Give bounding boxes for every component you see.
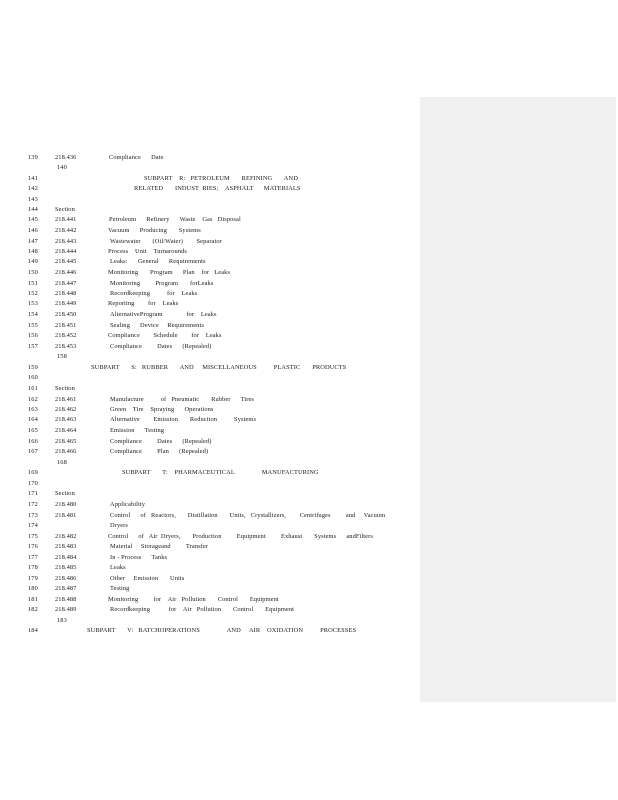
section-number: 218.462	[55, 406, 77, 413]
section-title: In - Process Tanks	[110, 554, 168, 561]
section-number: 218.452	[55, 332, 77, 339]
line-number: 142	[28, 185, 38, 192]
section-number: 218.482	[55, 533, 77, 540]
section-title: Monitoring Program Plan for Leaks	[108, 269, 231, 276]
page-line-number: 183	[57, 617, 67, 624]
section-number: 218.451	[55, 322, 77, 329]
section-title: Control of Air Dryers, Production Equipment Exhaust Systems andFilters	[108, 533, 373, 540]
line-number: 160	[28, 374, 38, 381]
line-number: 156	[28, 332, 38, 339]
section-number: 218.447	[55, 280, 77, 287]
line-number: 139	[28, 154, 38, 161]
line-number: 179	[28, 575, 38, 582]
section-number: 218.448	[55, 290, 77, 297]
line-number: 144	[28, 206, 38, 213]
section-number: 218.464	[55, 427, 77, 434]
line-number: 162	[28, 396, 38, 403]
line-number: 163	[28, 406, 38, 413]
section-title: Sealing Device Requirements	[110, 322, 204, 329]
line-number: 148	[28, 248, 38, 255]
line-number: 175	[28, 533, 38, 540]
section-title: Manufacture of Pneumatic Rubber Tires	[110, 396, 254, 403]
line-number: 165	[28, 427, 38, 434]
section-title: Recordkeeping for Leaks	[110, 290, 198, 297]
line-number: 145	[28, 216, 38, 223]
line-number: 151	[28, 280, 38, 287]
section-number: 218.488	[55, 596, 77, 603]
section-title: RELATED INDUST RIES; ASPHALT MATERIALS	[134, 185, 301, 192]
line-number: 176	[28, 543, 38, 550]
section-title: Compliance Plan (Repealed)	[110, 448, 209, 455]
section-title: Wastewater (Oil/Water) Separator	[110, 238, 222, 245]
section-title: Process Unit Turnarounds	[108, 248, 187, 255]
section-title: Alternative Emission Reduction Systems	[110, 416, 257, 423]
line-number: 181	[28, 596, 38, 603]
line-number: 161	[28, 385, 38, 392]
section-title: Dryers	[110, 522, 128, 529]
subpart-heading: SUBPART R: PETROLEUM REFINING AND	[144, 175, 298, 182]
line-number: 147	[28, 238, 38, 245]
section-number: 218.446	[55, 269, 77, 276]
section-title: Vacuum Producing Systems	[108, 227, 201, 234]
section-number: 218.487	[55, 585, 77, 592]
section-title: Other Emission Units	[110, 575, 185, 582]
line-number: 164	[28, 416, 38, 423]
section-number: 218.463	[55, 416, 77, 423]
section-number: 218.485	[55, 564, 77, 571]
line-number: 170	[28, 480, 38, 487]
line-number: 166	[28, 438, 38, 445]
line-number: 143	[28, 196, 38, 203]
section-number: 218.484	[55, 554, 77, 561]
section-number: 218.442	[55, 227, 77, 234]
line-number: 154	[28, 311, 38, 318]
section-number: 218.465	[55, 438, 77, 445]
section-title: Monitoring for Air Pollution Control Equipment	[108, 596, 279, 603]
section-title: Recordkeeping for Air Pollution Control Equipment	[110, 606, 295, 613]
section-number: Section	[55, 385, 75, 392]
section-title: Leaks: General Requirements	[110, 258, 206, 265]
section-title: AlternativeProgram for Leaks	[110, 311, 217, 318]
section-title: Compliance Schedule for Leaks	[108, 332, 222, 339]
comment-pane	[420, 97, 616, 702]
page-line-number: 140	[57, 164, 67, 171]
section-number: 218.461	[55, 396, 77, 403]
page-line-number: 158	[57, 353, 67, 360]
section-number: Section	[55, 490, 75, 497]
page-line-number: 168	[57, 459, 67, 466]
section-number: 218.483	[55, 543, 77, 550]
line-number: 146	[28, 227, 38, 234]
section-title: Compliance Date	[109, 154, 164, 161]
section-title: Compliance Dates (Repealed)	[110, 438, 212, 445]
section-title: Applicability	[110, 501, 146, 508]
section-number: Section	[55, 206, 75, 213]
line-number: 172	[28, 501, 38, 508]
section-number: 218.480	[55, 501, 77, 508]
section-title: Emission Testing	[110, 427, 165, 434]
line-number: 157	[28, 343, 38, 350]
line-number: 153	[28, 300, 38, 307]
line-number: 152	[28, 290, 38, 297]
section-number: 218.436	[55, 154, 77, 161]
section-title: Control of Reactors, Distillation Units, Crystallizers, Centrifuges and Vacuum	[110, 512, 386, 519]
section-number: 218.486	[55, 575, 77, 582]
line-number: 173	[28, 512, 38, 519]
section-title: Leaks	[110, 564, 126, 571]
line-number: 182	[28, 606, 38, 613]
line-number: 178	[28, 564, 38, 571]
line-number: 155	[28, 322, 38, 329]
section-number: 218.443	[55, 238, 77, 245]
line-number: 180	[28, 585, 38, 592]
section-number: 218.466	[55, 448, 77, 455]
line-number: 171	[28, 490, 38, 497]
section-number: 218.445	[55, 258, 77, 265]
line-number: 141	[28, 175, 38, 182]
line-number: 159	[28, 364, 38, 371]
line-number: 167	[28, 448, 38, 455]
section-number: 218.449	[55, 300, 77, 307]
subpart-heading: SUBPART S: RUBBER AND MISCELLANEOUS PLASTIC PRODUCTS	[91, 364, 347, 371]
section-title: Material Storageand Transfer	[110, 543, 209, 550]
section-number: 218.481	[55, 512, 77, 519]
line-number: 150	[28, 269, 38, 276]
section-number: 218.441	[55, 216, 77, 223]
line-number: 177	[28, 554, 38, 561]
section-title: Petroleum Refinery Waste Gas Disposal	[109, 216, 241, 223]
line-number: 184	[28, 627, 38, 634]
line-number: 149	[28, 258, 38, 265]
subpart-heading: SUBPART V: BATCHOPERATIONS AND AIR OXIDATION PROCESSES	[87, 627, 357, 634]
line-number: 174	[28, 522, 38, 529]
section-title: Green Tire Spraying Operations	[110, 406, 214, 413]
section-title: Reporting for Leaks	[108, 300, 179, 307]
section-title: Monitoring Program forLeaks	[110, 280, 214, 287]
subpart-heading: SUBPART T: PHARMACEUTICAL MANUFACTURING	[122, 469, 319, 476]
section-title: Testing	[110, 585, 130, 592]
section-number: 218.453	[55, 343, 77, 350]
section-number: 218.444	[55, 248, 77, 255]
line-number: 169	[28, 469, 38, 476]
section-title: Compliance Dates (Repealed)	[110, 343, 212, 350]
section-number: 218.489	[55, 606, 77, 613]
section-number: 218.450	[55, 311, 77, 318]
